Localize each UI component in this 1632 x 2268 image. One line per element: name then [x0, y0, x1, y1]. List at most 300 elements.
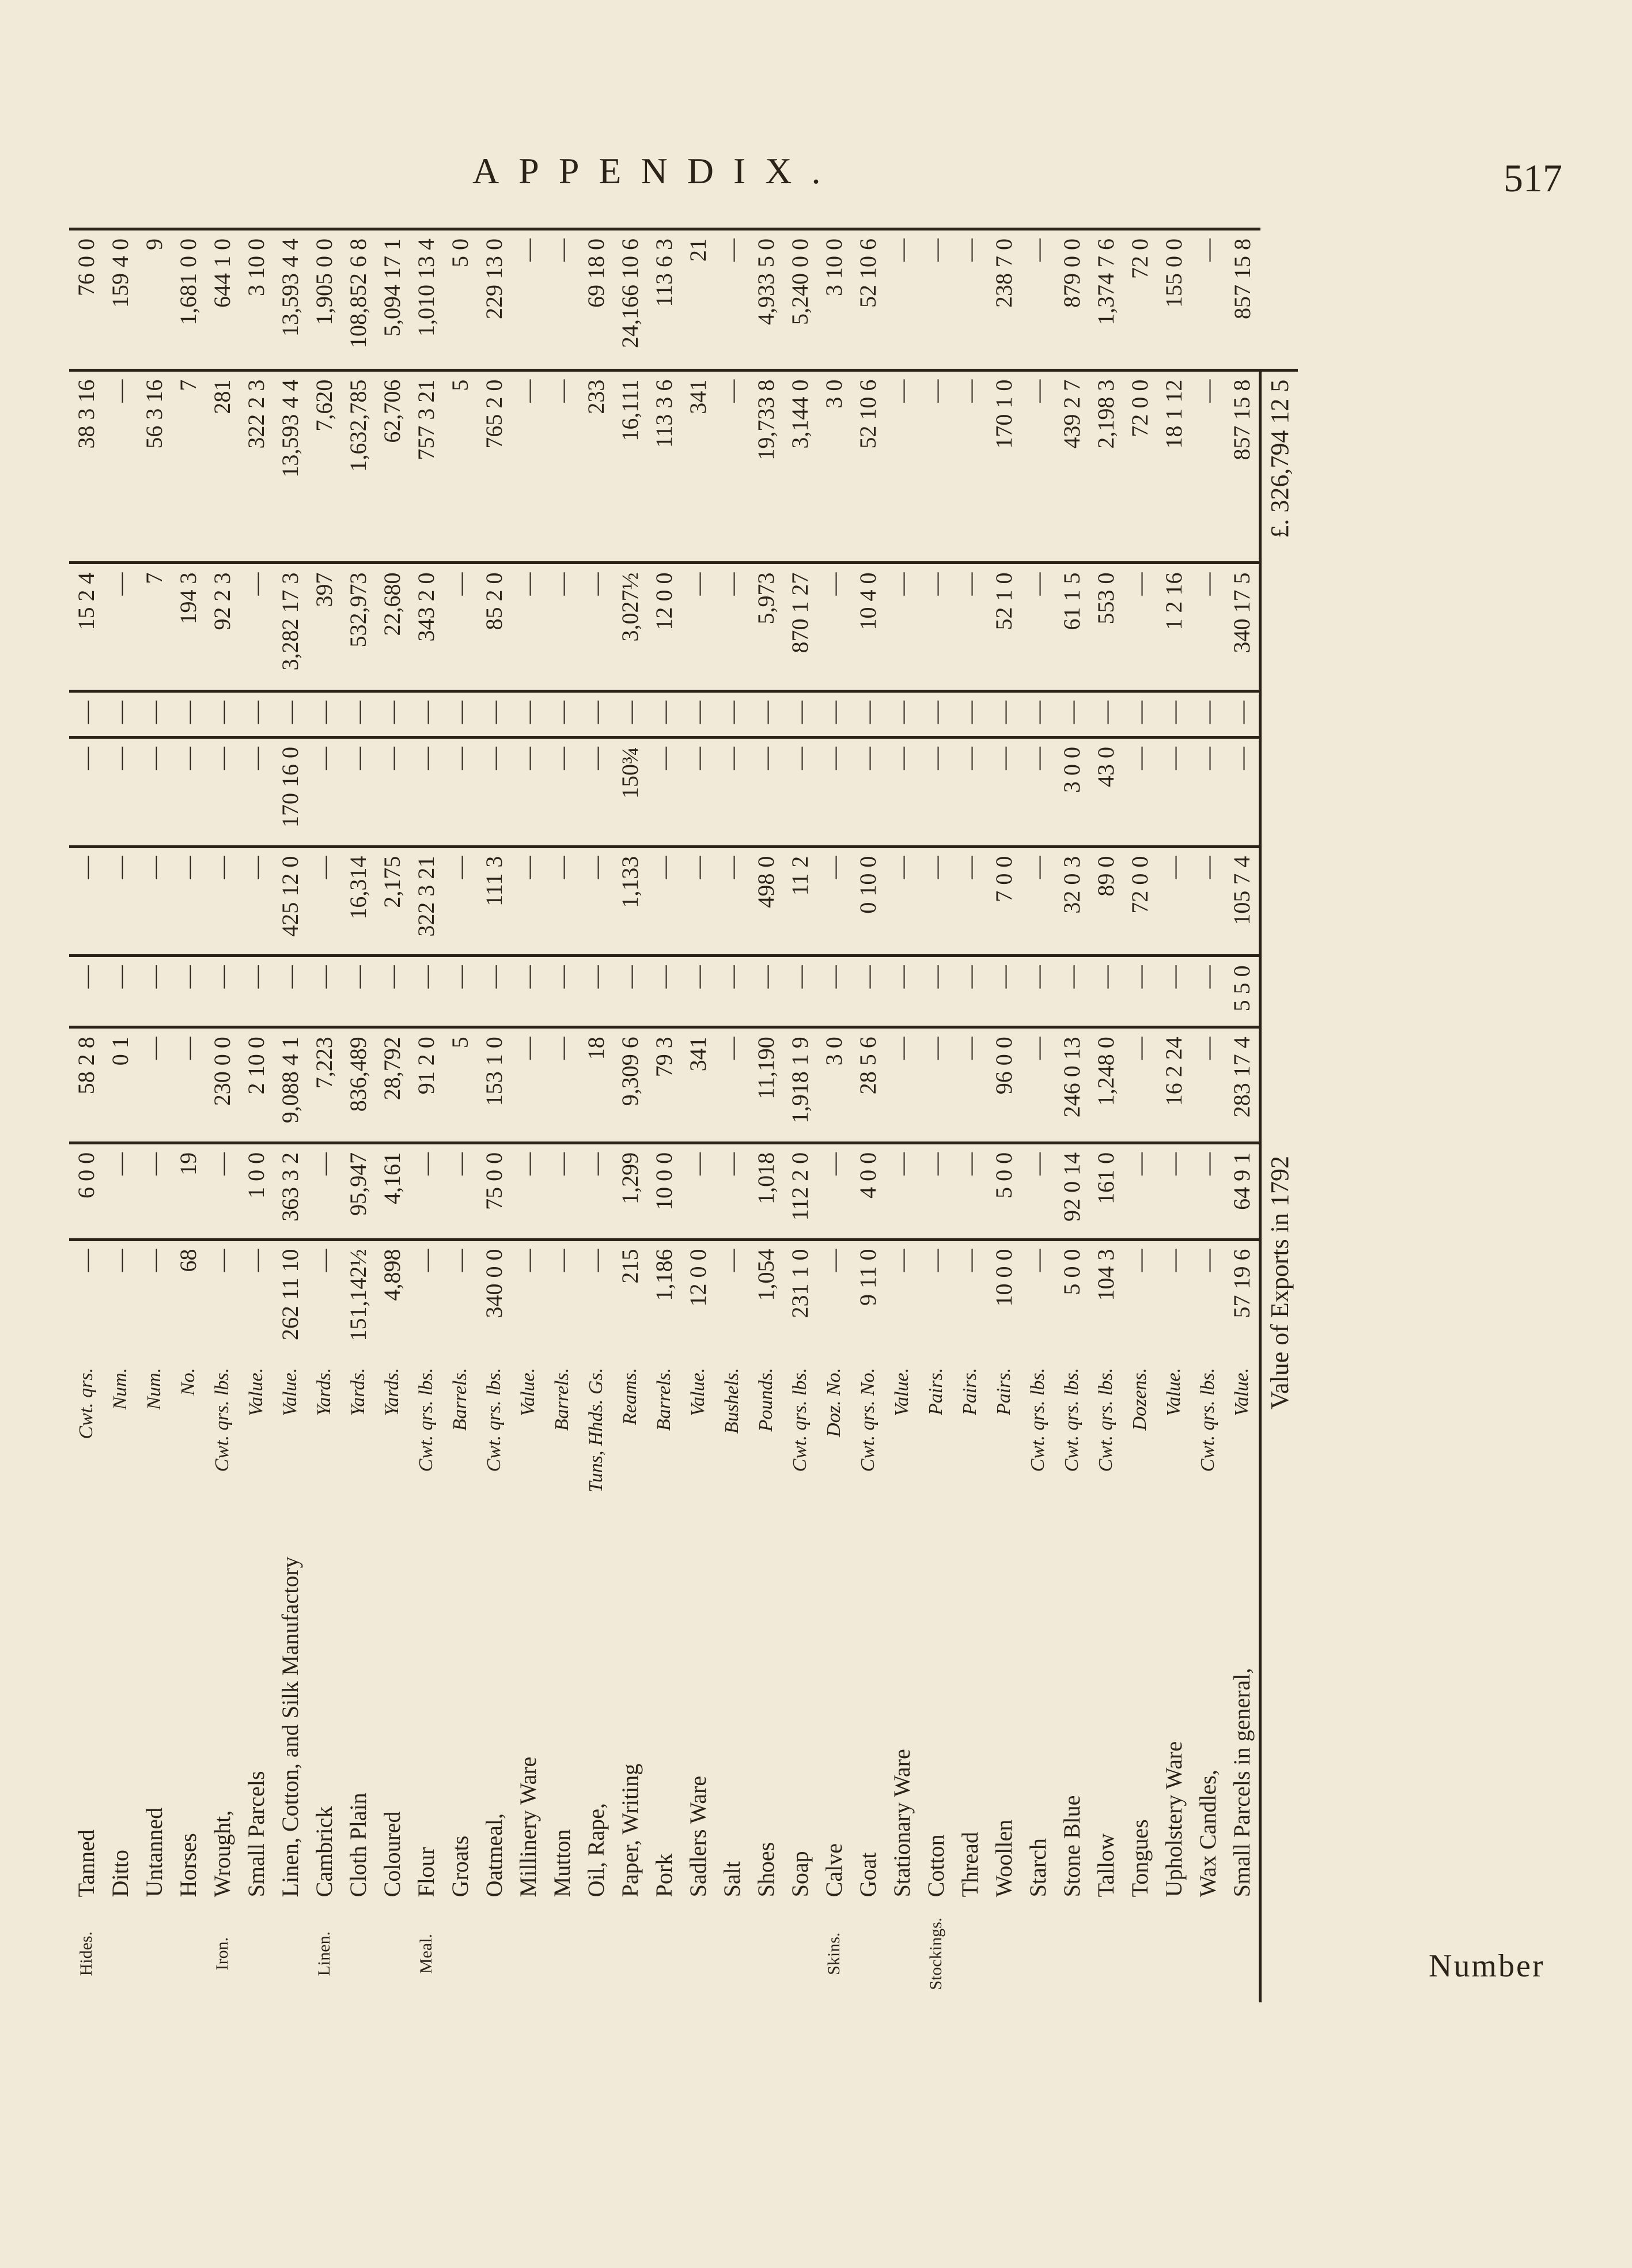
table-cell: — — [307, 1143, 341, 1239]
table-cell: 2,198 3 — [1089, 370, 1123, 563]
table-cell: — — [103, 370, 137, 563]
table-cell: 283 17 4 — [1225, 1027, 1260, 1143]
table-cell: — — [885, 691, 919, 738]
table-cell: — — [307, 691, 341, 738]
row-label: Oatmeal, — [481, 1813, 507, 1897]
table-cell: — — [783, 956, 817, 1027]
table-cell: 72 0 0 — [1123, 370, 1157, 563]
table-cell: — — [409, 738, 443, 847]
row-group-label — [681, 1905, 715, 2002]
table-cell: 159 4 0 — [103, 229, 137, 371]
table-cell: — — [477, 691, 511, 738]
row-unit: Value. — [245, 1367, 267, 1416]
table-cell: — — [409, 956, 443, 1027]
table-cell: 96 0 0 — [987, 1027, 1021, 1143]
table-cell: 5 0 0 — [987, 1143, 1021, 1239]
row-unit: Pounds. — [755, 1367, 777, 1432]
table-cell: 62,706 — [375, 370, 409, 563]
row-group-label — [749, 1905, 783, 2002]
table-cell: — — [681, 691, 715, 738]
row-label: Calve — [821, 1843, 847, 1897]
table-row — [1055, 229, 1089, 2003]
table-cell: — — [783, 691, 817, 738]
table-cell: 79 3 — [647, 1027, 681, 1143]
table-cell: — — [103, 846, 137, 956]
table-cell: — — [953, 738, 987, 847]
table-cell: — — [579, 691, 613, 738]
table-cell: — — [443, 956, 477, 1027]
table-row — [953, 229, 987, 2003]
row-unit: Num. — [109, 1367, 131, 1410]
row-label: Thread — [957, 1832, 983, 1897]
table-cell: — — [1021, 563, 1055, 691]
table-cell: 2 10 0 — [239, 1027, 273, 1143]
table-cell: — — [205, 738, 239, 847]
table-cell: 113 3 6 — [647, 370, 681, 563]
table-cell: 61 1 5 — [1055, 563, 1089, 691]
table-cell: 238 7 0 — [987, 229, 1021, 371]
row-group-label — [239, 1905, 273, 2002]
table-cell: — — [681, 1143, 715, 1239]
table-cell: 75 0 0 — [477, 1143, 511, 1239]
table-cell: 16,111 — [613, 370, 647, 563]
table-cell: 16,314 — [341, 846, 375, 956]
table-cell: 5,973 — [749, 563, 783, 691]
table-cell: 19,733 8 — [749, 370, 783, 563]
table-cell: 1,918 1 9 — [783, 1027, 817, 1143]
table-row — [749, 229, 783, 2003]
table-cell: — — [1157, 1143, 1191, 1239]
table-cell: — — [681, 738, 715, 847]
table-cell: 9 11 0 — [851, 1239, 885, 1360]
table-row — [511, 229, 545, 2003]
table-cell: 341 — [681, 1027, 715, 1143]
table-cell: — — [987, 956, 1021, 1027]
table-row — [239, 229, 273, 2003]
table-cell: 150¾ — [613, 738, 647, 847]
row-unit: Pairs. — [993, 1367, 1014, 1416]
table-cell: — — [1157, 956, 1191, 1027]
row-label: Small Parcels in general, — [1229, 1668, 1255, 1897]
running-head-title: APPENDIX. — [472, 150, 840, 191]
table-cell: — — [171, 691, 205, 738]
table-cell: — — [103, 1239, 137, 1360]
table-cell: — — [1191, 229, 1225, 371]
row-label: Shoes — [753, 1842, 779, 1897]
table-row — [341, 229, 375, 2003]
table-cell: 7 — [137, 563, 171, 691]
table-row — [647, 229, 681, 2003]
row-group-label: Iron. — [212, 1937, 232, 1971]
row-group-label — [851, 1905, 885, 2002]
table-cell: 6 0 0 — [69, 1143, 103, 1239]
table-cell: — — [919, 229, 953, 371]
row-label: Starch — [1025, 1838, 1051, 1897]
table-cell: 153 1 0 — [477, 1027, 511, 1143]
row-unit: Yards. — [313, 1367, 335, 1416]
table-cell: — — [1123, 738, 1157, 847]
table-cell: 11,190 — [749, 1027, 783, 1143]
row-group-label — [715, 1905, 749, 2002]
row-label: Untanned — [141, 1807, 167, 1897]
table-cell: — — [205, 956, 239, 1027]
table-row — [205, 229, 239, 2003]
table-cell: — — [851, 956, 885, 1027]
table-cell: — — [239, 1239, 273, 1360]
row-group-label — [613, 1905, 647, 2002]
table-cell: — — [715, 956, 749, 1027]
table-cell: 170 1 0 — [987, 370, 1021, 563]
table-cell: — — [137, 956, 171, 1027]
row-unit: Value. — [517, 1367, 539, 1416]
table-cell: 1,374 7 6 — [1089, 229, 1123, 371]
row-label: Cloth Plain — [345, 1793, 371, 1897]
table-cell: — — [239, 956, 273, 1027]
table-cell: — — [1021, 691, 1055, 738]
table-cell: 4 0 0 — [851, 1143, 885, 1239]
table-cell: 112 2 0 — [783, 1143, 817, 1239]
row-group-label — [987, 1905, 1021, 2002]
table-cell: — — [953, 956, 987, 1027]
table-cell: 18 — [579, 1027, 613, 1143]
table-cell: 32 0 3 — [1055, 846, 1089, 956]
row-unit: Value. — [1230, 1367, 1252, 1416]
row-group-label — [579, 1905, 613, 2002]
table-cell: — — [919, 846, 953, 956]
table-cell: — — [69, 738, 103, 847]
row-label: Ditto — [107, 1850, 133, 1897]
row-label: Mutton — [549, 1829, 575, 1897]
table-cell: — — [239, 738, 273, 847]
table-cell: — — [885, 229, 919, 371]
table-cell: — — [545, 738, 579, 847]
table-cell: — — [1123, 1143, 1157, 1239]
table-cell: — — [307, 846, 341, 956]
table-cell: — — [1089, 691, 1123, 738]
table-cell: 9 — [137, 229, 171, 371]
table-cell: — — [511, 691, 545, 738]
table-cell: 857 15 8 — [1225, 370, 1260, 563]
table-cell: — — [919, 1027, 953, 1143]
table-cell: — — [477, 956, 511, 1027]
table-cell: 644 1 0 — [205, 229, 239, 371]
table-cell: — — [1123, 1027, 1157, 1143]
table-cell: 43 0 — [1089, 738, 1123, 847]
table-cell: 10 4 0 — [851, 563, 885, 691]
table-cell: 16 2 24 — [1157, 1027, 1191, 1143]
table-cell: — — [1191, 956, 1225, 1027]
table-cell: 322 2 3 — [239, 370, 273, 563]
table-cell: — — [1123, 956, 1157, 1027]
table-cell: 340 0 0 — [477, 1239, 511, 1360]
table-cell: 1,905 0 0 — [307, 229, 341, 371]
table-cell: — — [1089, 956, 1123, 1027]
row-group-label: Linen. — [314, 1931, 334, 1976]
table-cell: — — [171, 1027, 205, 1143]
row-label: Flour — [413, 1847, 439, 1897]
row-label: Upholstery Ware — [1161, 1741, 1187, 1897]
row-group-label: Skins. — [824, 1932, 843, 1975]
table-cell: — — [987, 691, 1021, 738]
table-cell: 11 2 — [783, 846, 817, 956]
row-unit: Cwt. qrs. lbs. — [1095, 1367, 1116, 1472]
row-group-label: Meal. — [416, 1934, 436, 1974]
table-cell: — — [545, 1027, 579, 1143]
table-cell: 1,248 0 — [1089, 1027, 1123, 1143]
table-cell: — — [341, 691, 375, 738]
table-cell: — — [511, 563, 545, 691]
row-unit: Cwt. qrs. lbs. — [211, 1367, 233, 1472]
row-unit: Tuns, Hhds. Gs. — [585, 1367, 607, 1493]
table-cell: 262 11 10 — [273, 1239, 307, 1360]
table-cell: — — [375, 956, 409, 1027]
table-cell: — — [103, 956, 137, 1027]
row-group-label — [953, 1905, 987, 2002]
table-cell: — — [443, 691, 477, 738]
table-cell: 1,186 — [647, 1239, 681, 1360]
table-cell: — — [1191, 738, 1225, 847]
table-cell: — — [545, 691, 579, 738]
table-cell: — — [205, 1143, 239, 1239]
table-cell: — — [103, 691, 137, 738]
table-cell: 215 — [613, 1239, 647, 1360]
table-cell: 322 3 21 — [409, 846, 443, 956]
table-cell: — — [1021, 229, 1055, 371]
row-unit: Cwt. qrs. lbs. — [1196, 1367, 1218, 1472]
table-cell: — — [953, 229, 987, 371]
table-cell: — — [511, 846, 545, 956]
table-cell: 24,166 10 6 — [613, 229, 647, 371]
table-cell: — — [103, 1143, 137, 1239]
table-row — [477, 229, 511, 2003]
table-cell: — — [69, 691, 103, 738]
table-row — [307, 229, 341, 2003]
row-label: Small Parcels — [243, 1771, 269, 1897]
table-cell: — — [1021, 370, 1055, 563]
row-group-label — [545, 1905, 579, 2002]
table-cell: 3 0 — [817, 1027, 851, 1143]
table-cell: 12 0 0 — [647, 563, 681, 691]
row-unit: Pairs. — [959, 1367, 980, 1416]
table-row — [919, 229, 953, 2003]
table-cell: 92 2 3 — [205, 563, 239, 691]
table-cell: — — [885, 1143, 919, 1239]
table-cell: — — [885, 738, 919, 847]
table-cell: 28 5 6 — [851, 1027, 885, 1143]
table-cell: 194 3 — [171, 563, 205, 691]
row-unit: Cwt. qrs. lbs. — [1027, 1367, 1048, 1472]
table-cell: 151,142½ — [341, 1239, 375, 1360]
table-cell: — — [137, 1027, 171, 1143]
table-cell: — — [545, 563, 579, 691]
table-cell: — — [1123, 563, 1157, 691]
table-cell: 22,680 — [375, 563, 409, 691]
table-row — [715, 229, 749, 2003]
table-cell: 52 10 6 — [851, 370, 885, 563]
table-row — [103, 229, 137, 2003]
table-cell: 3 10 0 — [239, 229, 273, 371]
table-cell: — — [953, 846, 987, 956]
table-cell: 89 0 — [1089, 846, 1123, 956]
table-cell: 857 15 8 — [1225, 229, 1260, 371]
page-header — [0, 138, 1632, 213]
table-cell: — — [715, 691, 749, 738]
table-cell: 92 0 14 — [1055, 1143, 1089, 1239]
table-cell: 111 3 — [477, 846, 511, 956]
table-cell: — — [1191, 1027, 1225, 1143]
table-cell: — — [341, 956, 375, 1027]
table-row — [1157, 229, 1191, 2003]
table-cell: 15 2 4 — [69, 563, 103, 691]
table-cell: 4,161 — [375, 1143, 409, 1239]
table-cell: 230 0 0 — [205, 1027, 239, 1143]
row-group-label — [1157, 1905, 1191, 2002]
table-cell: 91 2 0 — [409, 1027, 443, 1143]
table-cell: — — [273, 956, 307, 1027]
table-cell: — — [137, 846, 171, 956]
table-cell: 4,898 — [375, 1239, 409, 1360]
table-cell: — — [817, 846, 851, 956]
table-cell: — — [443, 1143, 477, 1239]
table-row — [885, 229, 919, 2003]
table-cell: — — [647, 691, 681, 738]
table-cell: — — [137, 691, 171, 738]
row-label: Coloured — [379, 1811, 405, 1897]
table-cell: — — [681, 956, 715, 1027]
row-unit: Num. — [143, 1367, 165, 1410]
table-cell: 10 0 0 — [647, 1143, 681, 1239]
table-cell: — — [511, 738, 545, 847]
table-cell: — — [137, 1143, 171, 1239]
table-cell: — — [715, 1239, 749, 1360]
table-cell: — — [443, 846, 477, 956]
row-group-label — [443, 1905, 477, 2002]
table-cell: — — [783, 738, 817, 847]
table-cell: 5,240 0 0 — [783, 229, 817, 371]
total-row — [1260, 229, 1298, 2003]
table-cell: — — [715, 846, 749, 956]
table-row — [851, 229, 885, 2003]
table-cell: — — [1191, 1143, 1225, 1239]
table-cell: 439 2 7 — [1055, 370, 1089, 563]
row-unit: Cwt. qrs. — [75, 1367, 97, 1439]
row-group-label: Hides. — [76, 1931, 96, 1976]
row-label: Linen, Cotton, and Silk Manufactory — [277, 1556, 303, 1897]
table-row — [375, 229, 409, 2003]
table-cell: — — [171, 846, 205, 956]
row-unit: Barrels. — [551, 1367, 573, 1431]
table-cell: — — [681, 846, 715, 956]
table-cell: 1,299 — [613, 1143, 647, 1239]
row-group-label — [1089, 1905, 1123, 2002]
row-unit: Value. — [891, 1367, 912, 1416]
table-cell: 879 0 0 — [1055, 229, 1089, 371]
table-cell: — — [171, 956, 205, 1027]
table-row — [681, 229, 715, 2003]
table-cell: — — [953, 1143, 987, 1239]
row-unit: Value. — [687, 1367, 709, 1416]
table-cell: 425 12 0 — [273, 846, 307, 956]
row-label: Stationary Ware — [889, 1749, 915, 1897]
row-group-label — [103, 1905, 137, 2002]
table-row — [817, 229, 851, 2003]
table-cell: 229 13 0 — [477, 229, 511, 371]
table-cell: — — [1021, 1239, 1055, 1360]
table-cell: — — [953, 563, 987, 691]
table-cell: 0 1 — [103, 1027, 137, 1143]
row-unit: Barrels. — [653, 1367, 675, 1431]
table-cell: — — [919, 956, 953, 1027]
row-label: Paper, Writing — [617, 1763, 643, 1897]
table-cell: 1,054 — [749, 1239, 783, 1360]
row-group-label — [1055, 1905, 1089, 2002]
table-cell: 363 3 2 — [273, 1143, 307, 1239]
row-group-label — [885, 1905, 919, 2002]
table-cell: — — [1157, 738, 1191, 847]
table-cell: 340 17 5 — [1225, 563, 1260, 691]
table-cell: 5 0 — [443, 229, 477, 371]
row-unit: Doz. No. — [823, 1367, 845, 1437]
table-cell: 553 0 — [1089, 563, 1123, 691]
table-cell: — — [239, 691, 273, 738]
table-cell: 155 0 0 — [1157, 229, 1191, 371]
table-cell: — — [545, 846, 579, 956]
row-unit: Cwt. qrs. lbs. — [483, 1367, 505, 1472]
table-cell: — — [375, 691, 409, 738]
table-cell: — — [885, 370, 919, 563]
table-row — [69, 229, 103, 2003]
table-cell: 170 16 0 — [273, 738, 307, 847]
table-row — [1191, 229, 1225, 2003]
table-cell: — — [511, 370, 545, 563]
table-cell: — — [511, 229, 545, 371]
table-cell: — — [1157, 691, 1191, 738]
table-cell: — — [239, 563, 273, 691]
table-cell: 281 — [205, 370, 239, 563]
table-cell: — — [579, 563, 613, 691]
table-cell: — — [103, 563, 137, 691]
row-group-label — [647, 1905, 681, 2002]
table-cell: 1 0 0 — [239, 1143, 273, 1239]
row-group-label — [1123, 1905, 1157, 2002]
table-cell: — — [919, 1239, 953, 1360]
table-cell: 9,309 6 — [613, 1027, 647, 1143]
table-cell: — — [443, 1239, 477, 1360]
row-label: Goat — [855, 1852, 881, 1897]
table-cell: — — [409, 691, 443, 738]
table-cell: — — [613, 956, 647, 1027]
table-cell: — — [919, 563, 953, 691]
table-cell: 13,593 4 4 — [273, 370, 307, 563]
rotated-table-wrapper — [69, 228, 1294, 2002]
row-label: Tongues — [1127, 1819, 1153, 1897]
table-cell: — — [715, 229, 749, 371]
table-cell: — — [715, 563, 749, 691]
table-row — [579, 229, 613, 2003]
table-cell: — — [885, 563, 919, 691]
table-row — [1225, 229, 1260, 2003]
row-label: Horses — [175, 1833, 201, 1897]
table-cell: 7 — [171, 370, 205, 563]
table-cell: 161 0 — [1089, 1143, 1123, 1239]
table-cell: — — [749, 738, 783, 847]
table-cell: — — [375, 738, 409, 847]
row-label: Salt — [719, 1861, 745, 1897]
row-unit: Cwt. qrs. No. — [857, 1367, 879, 1472]
row-group-label — [273, 1905, 307, 2002]
row-label: Stone Blue — [1059, 1795, 1085, 1897]
table-cell: — — [681, 563, 715, 691]
